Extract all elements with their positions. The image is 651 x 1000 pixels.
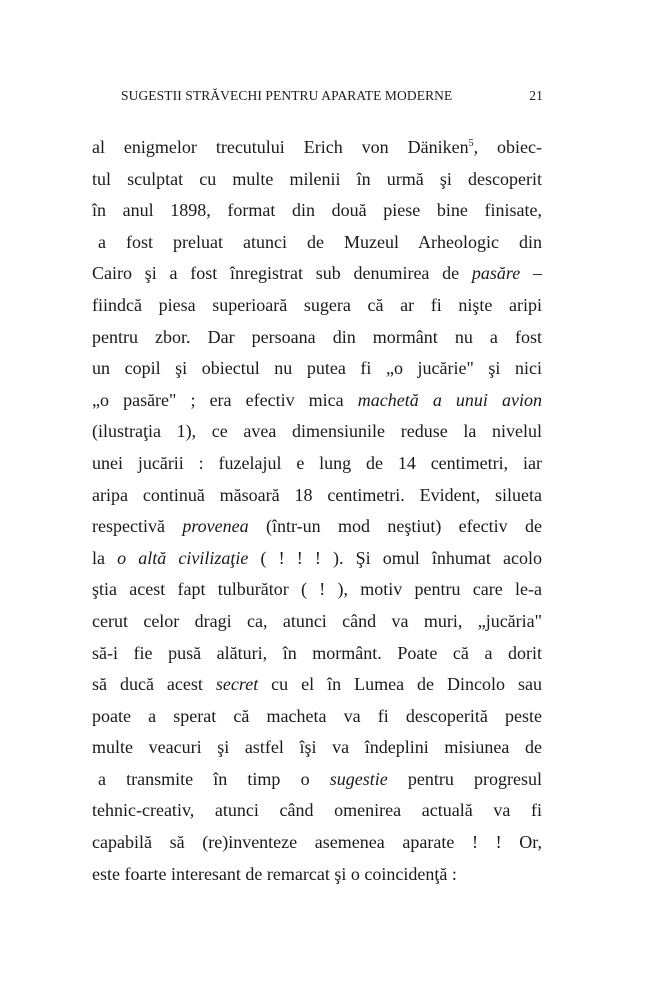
text-line: tehnic-creativ, atunci când omenirea actuală va fi — [92, 800, 542, 821]
emphasis: secret — [215, 674, 259, 695]
emphasis: o altă civilizaţie — [117, 547, 249, 568]
footnote-marker: 5 — [468, 138, 474, 149]
text-line: în anul 1898, format din două piese bine finisate, — [92, 200, 542, 221]
text-line: să-i fie pusă alături, în mormânt. Poate că a dorit — [92, 642, 542, 663]
text-line: pentru zbor. Dar persoana din mormânt nu a fost — [92, 326, 542, 347]
text-line: „o pasăre" ; era efectiv mica machetă a unui avion — [92, 389, 542, 410]
text-line: aripa continuă măsoară 18 centimetri. Evident, silueta — [92, 484, 542, 505]
text-line: unei jucării : fuzelajul e lung de 14 centimetri, iar — [92, 452, 542, 473]
text-line: al enigmelor trecutului Erich von Däniken$^5$, obiec- — [92, 137, 542, 157]
text-line: tul sculptat cu multe milenii în urmă şi descoperit — [92, 168, 542, 189]
text-line: cerut celor dragi ca, atunci când va muri, „jucăria" — [92, 610, 542, 631]
text-line: la o altă civilizaţie ( ! ! ! ). Şi omul înhumat acolo — [92, 547, 542, 568]
text-line: Cairo şi a fost înregistrat sub denumirea de pasăre – — [92, 263, 542, 284]
text-line: capabilă să (re)inventeze asemenea aparate ! ! Or, — [92, 832, 542, 853]
text-line: respectivă provenea (într-un mod neştiut) efectiv de — [92, 516, 542, 537]
text-line: a transmite în timp o sugestie pentru progresul — [98, 768, 543, 789]
text-line: un copil şi obiectul nu putea fi „o jucărie" şi nici — [92, 358, 542, 379]
text-line: poate a sperat că macheta va fi descoperită peste — [92, 705, 542, 726]
emphasis: sugestie — [329, 768, 388, 789]
text-line: a fost preluat atunci de Muzeul Arheologic din — [98, 231, 542, 252]
text-line: fiindcă piesa superioară sugera că ar fi nişte aripi — [92, 294, 542, 315]
emphasis: provenea — [182, 516, 249, 537]
page-number: 21 — [529, 88, 543, 103]
text-line: (ilustraţia 1), ce avea dimensiunile reduse la nivelul — [92, 421, 542, 442]
text-line: este foarte interesant de remarcat şi o coincidenţă : — [92, 863, 457, 884]
running-title: SUGESTII STRĂVECHI PENTRU APARATE MODERNE — [121, 88, 453, 103]
emphasis: pasăre — [471, 263, 521, 284]
emphasis: machetă a unui avion — [357, 389, 542, 410]
text-line: să ducă acest secret cu el în Lumea de Dincolo sau — [92, 674, 542, 695]
body-text — [92, 132, 542, 890]
text-line: ştia acest fapt tulburător ( ! ), motiv pentru care le-a — [92, 579, 542, 600]
running-header — [103, 88, 543, 110]
text-line: multe veacuri şi astfel îşi va îndeplini misiunea de — [92, 737, 542, 758]
